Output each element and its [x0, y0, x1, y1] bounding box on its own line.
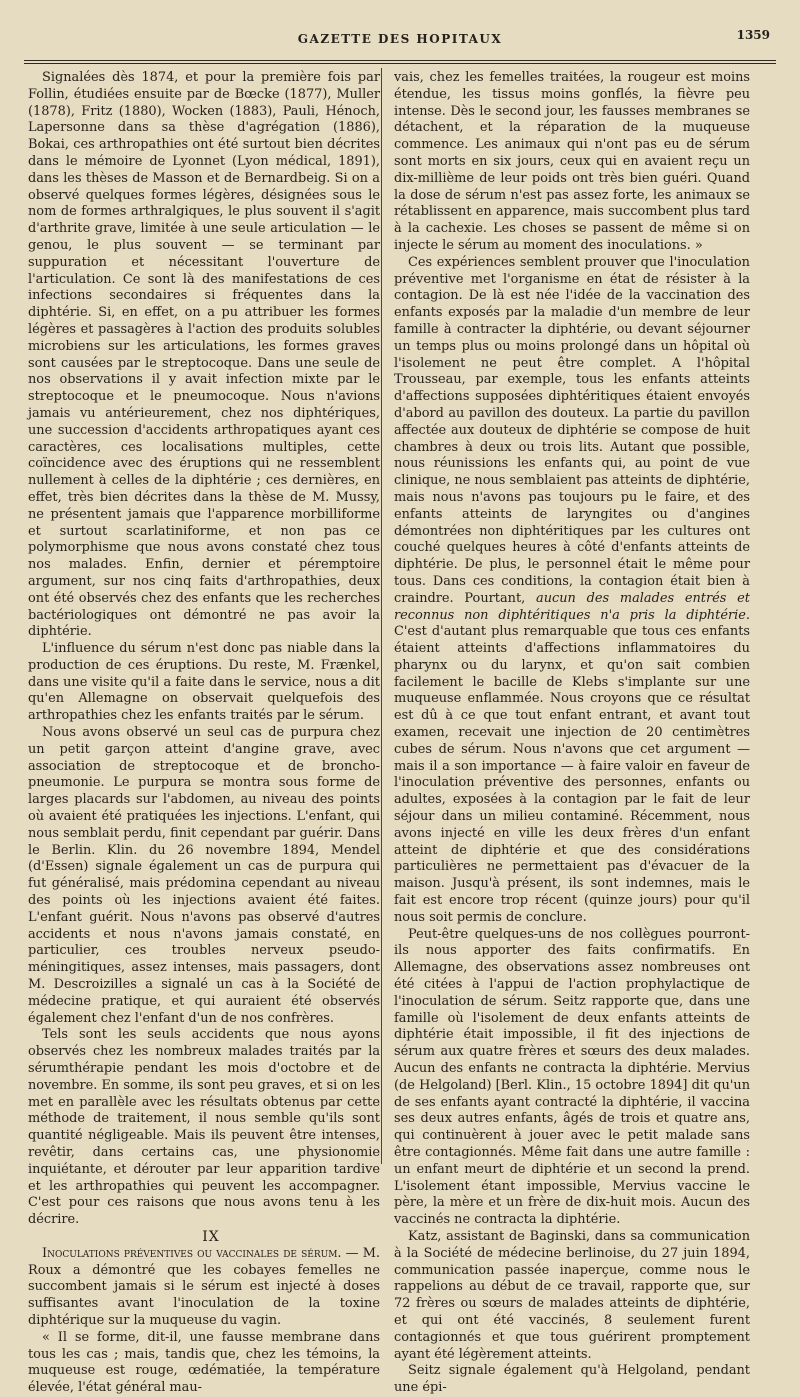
section-numeral: IX: [202, 1228, 220, 1245]
paragraph: Seitz signale également qu'à Helgoland, pendant une épi-: [394, 1363, 750, 1396]
page-number: 1359: [736, 28, 770, 42]
running-title: GAZETTE DES HOPITAUX: [297, 32, 503, 46]
paragraph: Katz, assistant de Baginski, dans sa communication à la Société de médecine berlinoise, du 27 juin 1894, communication passée inaperçue, comme nous le rappelions au début de ce travail, rapporte que, sur 72 frères ou sœurs de malades atteints de diphtérie, et qui ont été vaccinés, 8 seulement furent contagionnés et que tous guérirent promptement ayant été légèrement atteints.: [394, 1228, 750, 1362]
italic-emphasis: aucun des malades entrés et reconnus non diphtéritiques n'a pris la diphtérie.: [394, 590, 750, 623]
quotation: « Il se forme, dit-il, une fausse membrane dans tous les cas ; mais, tandis que, chez les témoins, la muqueuse est rouge, œdématiée, la température élevée, l'état général mau-: [28, 1329, 380, 1396]
paragraph: Nous avons observé un seul cas de purpura chez un petit garçon atteint d'angine grave, avec association de streptocoque et de broncho-pneumonie. Le purpura se montra sous forme de larges placards sur l'abdomen, au niveau des points où avaient été pratiquées les injections. L'enfant, qui nous semblait perdu, finit cependant par guérir. Dans le Berlin. Klin. du 26 novembre 1894, Mendel (d'Essen) signale également un cas de purpura qui fut généralisé, mais prédomina cependant au niveau des points où les injections avaient été faites. L'enfant guérit. Nous n'avons pas observé d'autres accidents et nous n'avons jamais constaté, en particulier, ces troubles nerveux pseudo-méningitiques, assez intenses, mais passagers, dont M. Descroizilles a signalé un cas à la Société de médecine pratique, et qui auraient été observés également chez l'enfant d'un de nos confrères.: [28, 725, 380, 1026]
header-rule-double: [24, 63, 776, 64]
paragraph-text: Ces expériences semblent prouver que l'inoculation préventive met l'organisme en état de résister à la contagion. De là est née l'idée de la vaccination des enfants exposés par la maladie d'un membre de leur famille à contracter la diphtérie, ou devant séjourner un temps plus ou moins prolongé dans un hôpital où l'isolement ne peut être complet. A l'hôpital Trousseau, par exemple, tous les enfants atteints d'affections supposées diphtéritiques étaient envoyés d'abord au pavillon des douteux. La partie du pavillon affectée aux douteux de diphtérie se compose de huit chambres à deux ou trois lits. Autant que possible, nous réunissions les enfants qui, au point de vue clinique, ne nous semblaient pas atteints de diphtérie, mais nous n'avons pas toujours pu le faire, et des enfants atteints de laryngites ou d'angines démontrées non diphtéritiques par les cultures ont couché quelques heures à côté d'enfants atteints de diphtérie. De plus, le personnel était le même pour tous. Dans ces conditions, la contagion était bien à craindre. Pourtant,: [394, 254, 750, 606]
header-rule: [24, 60, 776, 61]
paragraph: vais, chez les femelles traitées, la rougeur est moins étendue, les tissus moins gonflés, la fièvre peu intense. Dès le second jour, les fausses membranes se détachent, et la réparation de la muqueuse commence. Les animaux qui n'ont pas eu de sérum sont morts en six jours, ceux qui en avaient reçu un dix-millième de leur poids ont très bien guéri. Quand la dose de sérum n'est pas assez forte, les animaux se rétablissent en apparence, mais succombent plus tard à la cachexie. Les choses se passent de même si on injecte le sérum au moment des inoculations. »: [394, 70, 750, 253]
page-header: [24, 28, 776, 50]
paragraph: Signalées dès 1874, et pour la première fois par Follin, étudiées ensuite par de Bœcke (1877), Muller (1878), Fritz (1880), Wocken (1883), Pauli, Hénoch, Lapersonne dans sa thèse d'agrégation (1886), Bokai, ces arthropathies ont été surtout bien décrites dans le mémoire de Lyonnet (Lyon médical, 1891), dans les thèses de Masson et de Bernardbeig. Si on a observé quelques formes légères, désignées sous le nom de formes arthralgiques, le plus souvent il s'agit d'arthrite grave, limitée à une seule articulation — le genou, le plus souvent — se terminant par suppuration et nécessitant l'ouverture de l'articulation. Ce sont là des manifestations de ces infections secondaires si fréquentes dans la diphtérie. Si, en effet, on a pu attribuer les formes légères et passagères à l'action des produits solubles microbiens sur les articulations, les formes graves sont causées par le streptocoque. Dans une seule de nos observations il y avait infection mixte par le streptocoque et le pneumocoque. Nous n'avions jamais vu antérieurement, chez nos diphtériques, une succession d'accidents arthropatiques ayant ces caractères, ces localisations multiples, cette coïncidence avec des éruptions qui ne ressemblent nullement à celles de la diphtérie ; ces dernières, en effet, très bien décrites dans la thèse de M. Mussy, ne présentent jamais que l'apparence morbilliforme et surtout scarlatiniforme, et non pas ce polymorphisme que nous avons constaté chez tous nos malades. Enfin, dernier et péremptoire argument, sur nos cinq faits d'arthropathies, deux ont été observés chez des enfants que les recherches bactériologiques ont démontré ne pas avoir la diphtérie.: [28, 70, 380, 640]
section-paragraph: [28, 1246, 380, 1330]
column-divider: [381, 68, 382, 1164]
section-heading: Inoculations préventives ou vaccinales de sérum.: [42, 1245, 342, 1261]
paragraph: Tels sont les seuls accidents que nous ayons observés chez les nombreux malades traités par la sérumthérapie pendant les mois d'octobre et de novembre. En somme, ils sont peu graves, et si on les met en parallèle avec les résultats obtenus par cette méthode de traitement, il nous semble qu'ils sont quantité négligeable. Mais ils peuvent être intenses, revêtir, dans certains cas, une physionomie inquiétante, et dérouter par leur apparition tardive et les arthropathies qui peuvent les accompagner. C'est pour ces raisons que nous avons tenu à les décrire.: [28, 1027, 380, 1228]
paragraph: Peut-être quelques-uns de nos collègues pourront-ils nous apporter des faits confirmatifs. En Allemagne, des observations assez nombreuses ont été citées à l'appui de l'action prophylactique de l'inoculation de sérum. Seitz rapporte que, dans une famille où l'isolement de deux enfants atteints de diphtérie était impossible, il fit des injections de sérum aux quatre frères et sœurs des deux malades. Aucun des enfants ne contracta la diphtérie. Mervius (de Helgoland) [Berl. Klin., 15 octobre 1894] dit qu'un de ses enfants ayant contracté la diphtérie, il vaccina ses deux autres enfants, âgés de trois et quatre ans, qui continuèrent à jouer avec le petit malade sans être contagionnés. Même fait dans une autre famille : un enfant meurt de diphtérie et un second la prend. L'isolement étant impossible, Mervius vaccine le père, la mère et un frère de dix-huit mois. Aucun des vaccinés ne contracta la diphtérie.: [394, 926, 750, 1228]
paragraph-text: C'est d'autant plus remarquable que tous ces enfants étaient atteints d'affections inflammatoires du pharynx ou du larynx, et qu'on sait combien facilement le bacille de Klebs s'implante sur une muqueuse enflammée. Nous croyons que ce résultat est dû à ce que tout enfant entrant, et avant tout examen, recevait une injection de 20 centimètres cubes de sérum. Nous n'avons que cet argument — mais il a son importance — à faire valoir en faveur de l'inoculation préventive des personnes, enfants ou adultes, exposées à la contagion par le fait de leur séjour dans un milieu contaminé. Récemment, nous avons injecté en ville les deux frères d'un enfant atteint de diphtérie et que des considérations particulières ne permettaient pas d'évacuer de la maison. Jusqu'à présent, ils sont indemnes, mais le fait est encore trop récent (quinze jours) pour qu'il nous soit permis de conclure.: [394, 624, 750, 925]
left-column: [28, 70, 380, 1397]
paragraph-text: — M. Roux a démontré que les cobayes femelles ne succombent jamais si le sérum est injecté à doses suffisantes avant l'inoculation de la toxine diphtérique sur la muqueuse du vagin.: [28, 1245, 380, 1328]
paragraph: [394, 255, 750, 927]
right-column: [394, 70, 750, 1397]
paragraph: L'influence du sérum n'est donc pas niable dans la production de ces éruptions. Du reste, M. Frænkel, dans une visite qu'il a faite dans le service, nous a dit qu'en Allemagne on observait quelquefois des arthropathies chez les enfants traités par le sérum.: [28, 641, 380, 724]
